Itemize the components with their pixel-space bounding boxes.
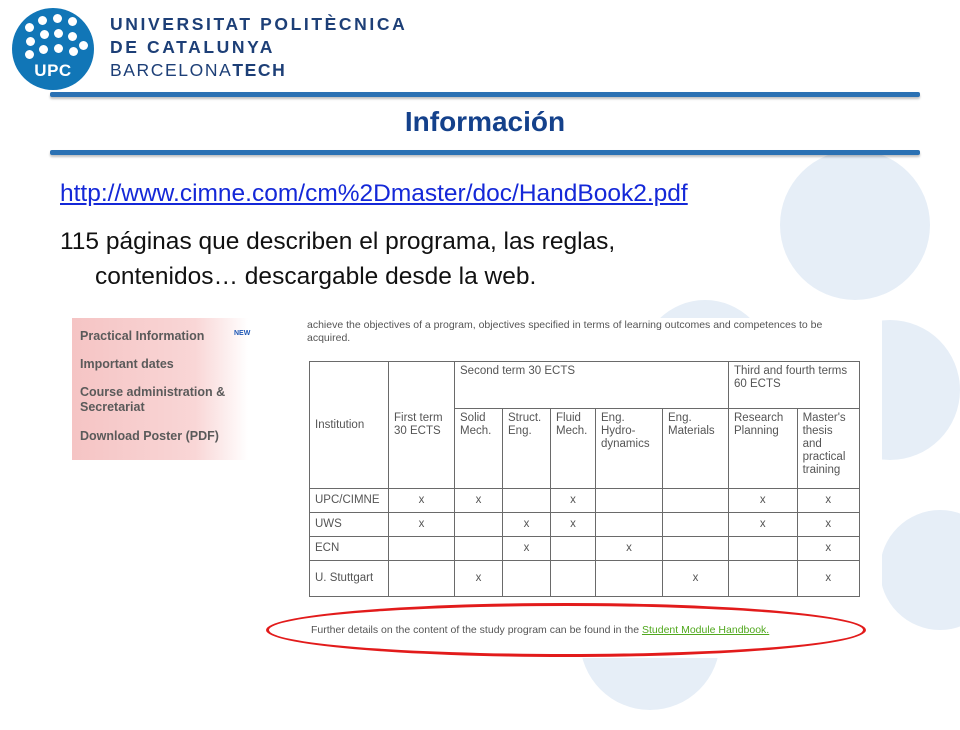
slide-title: Información [404, 106, 566, 137]
logo-text: UPC [34, 61, 72, 80]
further-details-text: Further details on the content of the study program can be found in the Student Module Handbook. [311, 624, 770, 636]
header-divider-top [50, 92, 920, 97]
table-intro-text: achieve the objectives of a program, objectives specified in terms of learning outcomes and competences to be acquired. [307, 319, 823, 344]
subheader: Fluid Mech. [551, 409, 596, 489]
menu-item-practical-information: Practical Information [80, 329, 205, 343]
university-name-line2: DE CATALUNYA [110, 37, 276, 57]
menu-item-download-poster: Download Poster (PDF) [80, 429, 219, 443]
program-table [309, 361, 860, 597]
subheader: Struct. Eng. [503, 409, 551, 489]
upc-logo [12, 8, 94, 90]
subheader: Master's thesis and practical training [797, 409, 859, 489]
description-line2: contenidos… descargable desde la web. [95, 263, 537, 290]
subheader: Research Planning [729, 409, 798, 489]
header-third-fourth-terms: Third and fourth terms 60 ECTS [729, 362, 860, 409]
table-row: UWS x x x x x [310, 513, 860, 537]
table-row: U. Stuttgart x x x [310, 561, 860, 597]
student-module-handbook-link[interactable]: Student Module Handbook. [641, 624, 770, 636]
table-row: ECN x x x [310, 537, 860, 561]
university-name-line3: BARCELONATECH [110, 60, 287, 80]
website-menu-screenshot [72, 318, 251, 460]
subheader: Eng. Hydro-dynamics [596, 409, 663, 489]
table-row: UPC/CIMNE x x x x x [310, 489, 860, 513]
handbook-link[interactable]: http://www.cimne.com/cm%2Dmaster/doc/HandBook2.pdf [60, 180, 688, 207]
header-first-term: First term 30 ECTS [389, 362, 455, 489]
menu-item-course-administration: Course administration & Secretariat [80, 385, 226, 414]
new-badge: NEW [234, 330, 251, 337]
header-divider-bottom [50, 150, 920, 155]
description [60, 224, 820, 294]
header-second-term: Second term 30 ECTS [455, 362, 729, 409]
header-institution: Institution [310, 362, 389, 489]
subheader: Eng. Materials [663, 409, 729, 489]
subheader: Solid Mech. [455, 409, 503, 489]
university-name-line1: UNIVERSITAT POLITÈCNICA [110, 14, 408, 34]
description-line1: 115 páginas que describen el programa, las reglas, [60, 228, 616, 255]
highlight-oval [266, 603, 866, 657]
menu-item-important-dates: Important dates [80, 357, 174, 371]
